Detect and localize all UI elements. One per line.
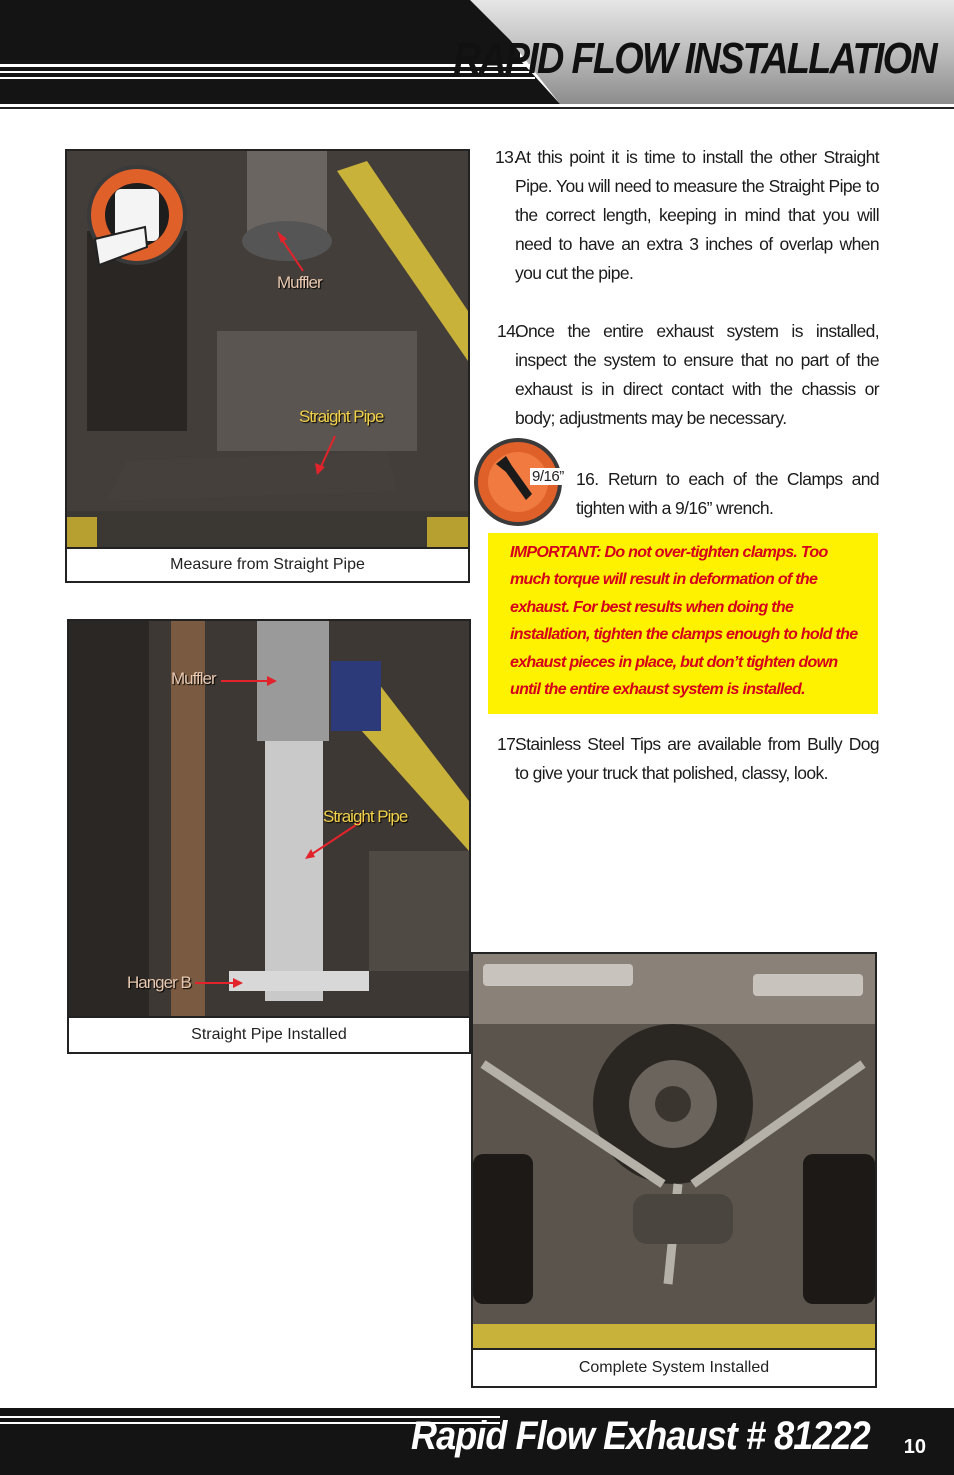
step-13	[495, 143, 879, 288]
step-14	[497, 317, 879, 433]
photo-measure-caption: Measure from Straight Pipe	[67, 547, 468, 581]
photo-complete-caption: Complete System Installed	[473, 1348, 875, 1386]
step-17-text: Stainless Steel Tips are available from Bully Dog to give your truck that polished, classy, look.	[515, 734, 879, 783]
photo-installed-frame	[67, 619, 471, 1054]
step-13-number: 13.	[495, 147, 518, 167]
important-warning-box: IMPORTANT: Do not over-tighten clamps. Too much torque will result in deformation of the exhaust. For best results when doing the installation, tighten the clamps enough to hold the exhaust pieces in place, but don’t tighten down until the entire exhaust system is installed.	[488, 533, 878, 714]
wrench-icon	[472, 436, 564, 528]
label-straight-pipe: Straight Pipe	[299, 407, 384, 426]
photo-installed-arrows	[69, 621, 469, 1018]
wrench-size-label: 9/16”	[532, 468, 564, 485]
photo-complete	[473, 954, 875, 1350]
step-17-number: 17.	[497, 734, 520, 754]
step-13-text: At this point it is time to install the other Straight Pipe. You will need to measure the Straight Pipe to the correct length, keeping in mind that you will need to have an extra 3 inches of overlap when you cut the pipe.	[515, 147, 879, 283]
label-hanger-b: Hanger B	[127, 973, 191, 992]
photo-measure-arrows	[67, 151, 468, 547]
photo-measure-frame	[65, 149, 470, 583]
photo-complete-frame	[471, 952, 877, 1388]
label-straight-pipe: Straight Pipe	[323, 807, 408, 826]
photo-measure	[67, 151, 468, 547]
page-number: 10	[903, 1436, 926, 1458]
label-muffler: Muffler	[171, 669, 216, 688]
step-16-number: 16.	[576, 469, 599, 489]
step-16	[576, 465, 879, 523]
photo-installed-caption: Straight Pipe Installed	[69, 1016, 469, 1052]
step-14-number: 14.	[497, 321, 520, 341]
step-14-text: Once the entire exhaust system is installed, inspect the system to ensure that no part of the exhaust is in direct contact with the chassis or body; adjustments may be necessary.	[515, 321, 879, 428]
label-muffler: Muffler	[277, 273, 322, 292]
photo-installed	[69, 621, 469, 1018]
header-title: RAPID FLOW INSTALLATION	[453, 34, 936, 83]
step-17	[497, 730, 879, 788]
page-header	[0, 0, 954, 110]
footer-title: Rapid Flow Exhaust # 81222	[411, 1414, 870, 1458]
step-16-text: Return to each of the Clamps and tighten with a 9/16” wrench.	[576, 469, 879, 518]
